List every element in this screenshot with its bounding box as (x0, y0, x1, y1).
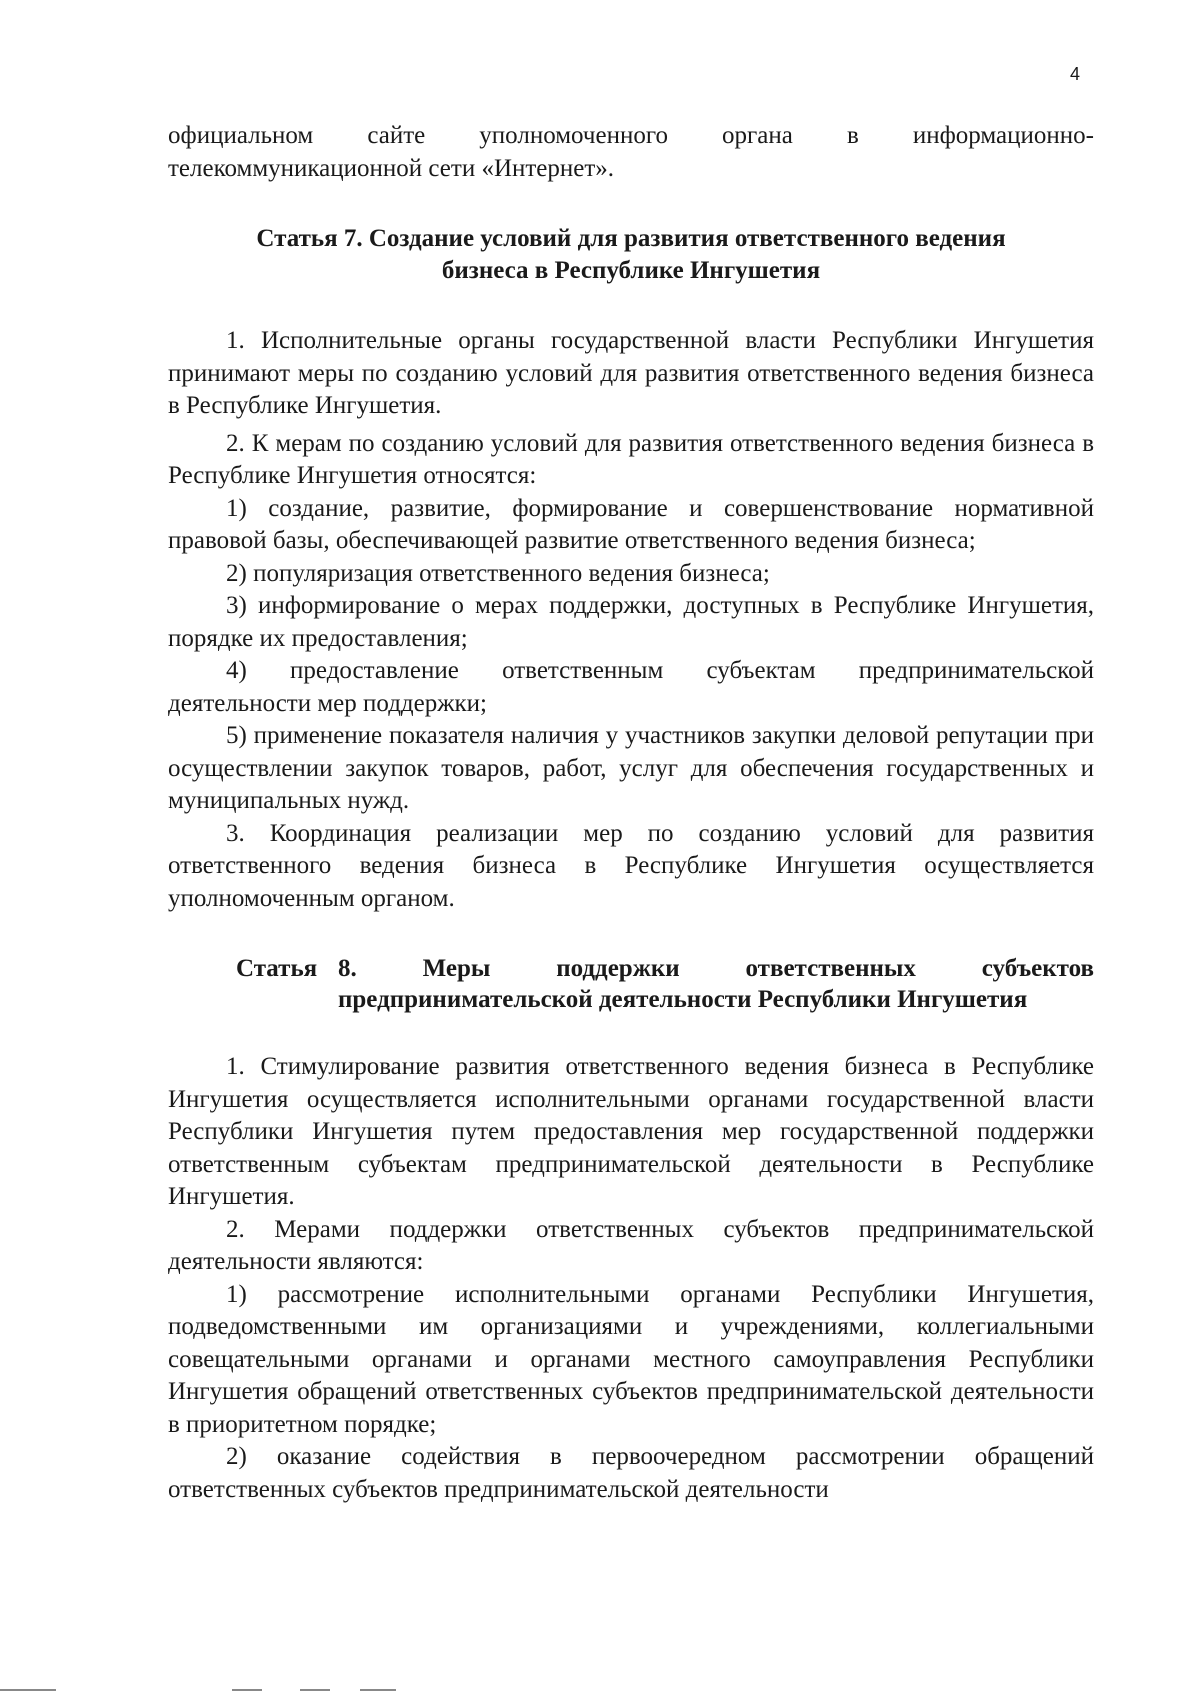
page-number: 4 (1070, 64, 1081, 84)
article-7-paragraph-3: 3. Координация реализации мер по созданию условий для развития ответственного ведения бизнеса в Республике Ингушетия осуществляется уполномоченным органом. (168, 819, 1094, 912)
article-7-title-line-1: Статья 7. Создание условий для развития ответственного ведения (256, 225, 1006, 252)
article-8-paragraph-2: 2. Мерами поддержки ответственных субъектов предпринимательской деятельности являются: (168, 1215, 1094, 1275)
article-7-item-1: 1) создание, развитие, формирование и совершенствование нормативной правовой базы, обеспечивающей развитие ответственного ведения бизнеса; (168, 494, 1094, 554)
scan-edge-mark (360, 1689, 396, 1691)
article-8-label: Статья (236, 955, 318, 982)
article-8-item-2: 2) оказание содействия в первоочередном рассмотрении обращений ответственных субъектов предпринимательской деятельности (168, 1443, 1094, 1503)
article-7-item-2: 2) популяризация ответственного ведения бизнеса; (226, 559, 770, 587)
article-8-title: 8. Меры поддержки ответственных субъектов предпринимательской деятельности Республики Ингушетия (338, 955, 1094, 1013)
intro-paragraph: официальном сайте уполномоченного органа в информационно-телекоммуникационной сети «Интернет». (168, 122, 1094, 182)
article-7-item-5: 5) применение показателя наличия у участников закупки деловой репутации при осуществлении закупок товаров, работ, услуг для обеспечения государственных и муниципальных нужд. (168, 722, 1094, 814)
document-body (168, 120, 1094, 1506)
article-7-title-line-2: бизнеса в Республике Ингушетия (441, 257, 821, 284)
article-7-heading (168, 223, 1094, 287)
article-7-item-4: 4) предоставление ответственным субъектам предпринимательской деятельности мер поддержки; (168, 657, 1094, 717)
article-7-paragraph-2: 2. К мерам по созданию условий для развития ответственного ведения бизнеса в Республике Ингушетия относятся: (168, 429, 1094, 489)
scan-edge-mark (0, 1689, 56, 1691)
article-8-heading (168, 953, 1094, 1015)
article-8-paragraph-1: 1. Стимулирование развития ответственного ведения бизнеса в Республике Ингушетия осуществляется исполнительными органами государственной власти Республики Ингушетия путем предоставления мер государственной поддержки ответственным субъектам предпринимательской деятельности в Республике Ингушетия. (168, 1053, 1094, 1210)
article-8-item-1: 1) рассмотрение исполнительными органами Республики Ингушетия, подведомственными им организациями и учреждениями, коллегиальными совещательными органами и органами местного самоуправления Республики Ингушетия обращений ответственных субъектов предпринимательской деятельности в приоритетном порядке; (168, 1280, 1094, 1438)
scan-edge-mark (232, 1689, 262, 1691)
article-7-item-3: 3) информирование о мерах поддержки, доступных в Республике Ингушетия, порядке их предоставления; (168, 592, 1094, 652)
scan-edge-mark (300, 1689, 330, 1691)
article-7-paragraph-1: 1. Исполнительные органы государственной власти Республики Ингушетия принимают меры по созданию условий для развития ответственного ведения бизнеса в Республике Ингушетия. (168, 327, 1094, 419)
